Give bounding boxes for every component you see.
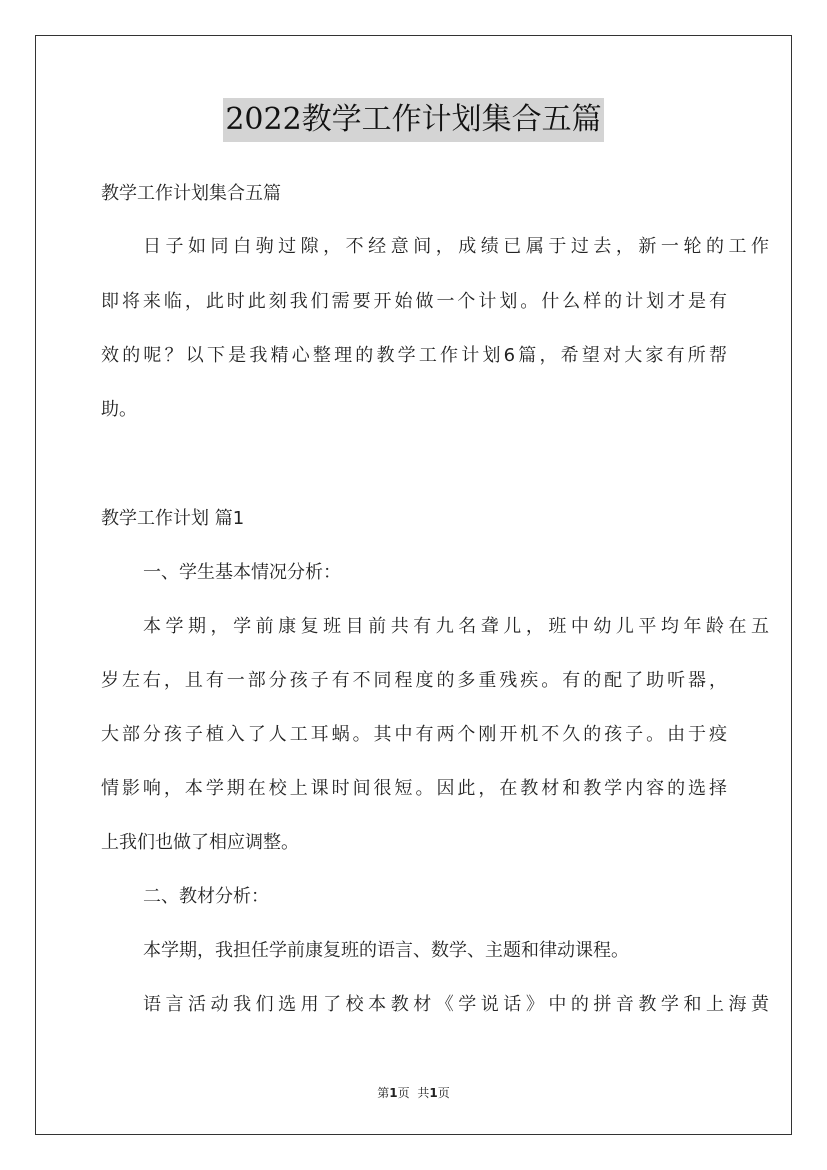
- footer-page-number: 1: [389, 1086, 398, 1100]
- footer-total-number: 1: [429, 1086, 438, 1100]
- section-heading: 教学工作计划 篇1: [101, 508, 245, 529]
- para-3: 语言活动我们选用了校本教材《学说话》中的拼音教学和上海黄: [143, 994, 769, 1015]
- intro-line-3: 效的呢？以下是我精心整理的教学工作计划6篇，希望对大家有所帮: [101, 345, 727, 366]
- document-subtitle: 教学工作计划集合五篇: [101, 183, 281, 204]
- heading-student-analysis: 一、学生基本情况分析：: [143, 562, 341, 583]
- para-2: 本学期，我担任学前康复班的语言、数学、主题和律动课程。: [143, 940, 629, 961]
- title-container: [0, 98, 827, 142]
- footer-total-prefix: 共: [417, 1086, 430, 1100]
- para-1-line-4: 情影响，本学期在校上课时间很短。因此，在教材和教学内容的选择: [101, 778, 727, 799]
- intro-line-1: 日子如同白驹过隙，不经意间，成绩已属于过去，新一轮的工作: [143, 236, 769, 257]
- footer-page-suffix: 页: [397, 1086, 410, 1100]
- footer-page-prefix: 第: [377, 1086, 390, 1100]
- para-1-line-2: 岁左右，且有一部分孩子有不同程度的多重残疾。有的配了助听器，: [101, 670, 727, 691]
- page-footer: [0, 1084, 827, 1101]
- para-1-line-5: 上我们也做了相应调整。: [101, 832, 299, 853]
- intro-line-2: 即将来临，此时此刻我们需要开始做一个计划。什么样的计划才是有: [101, 291, 727, 312]
- para-1-line-1: 本学期，学前康复班目前共有九名聋儿，班中幼儿平均年龄在五: [143, 616, 769, 637]
- heading-textbook-analysis: 二、教材分析：: [143, 886, 269, 907]
- document-title: 2022教学工作计划集合五篇: [223, 98, 603, 142]
- para-1-line-3: 大部分孩子植入了人工耳蜗。其中有两个刚开机不久的孩子。由于疫: [101, 724, 727, 745]
- intro-line-4: 助。: [101, 399, 137, 420]
- footer-total-suffix: 页: [437, 1086, 450, 1100]
